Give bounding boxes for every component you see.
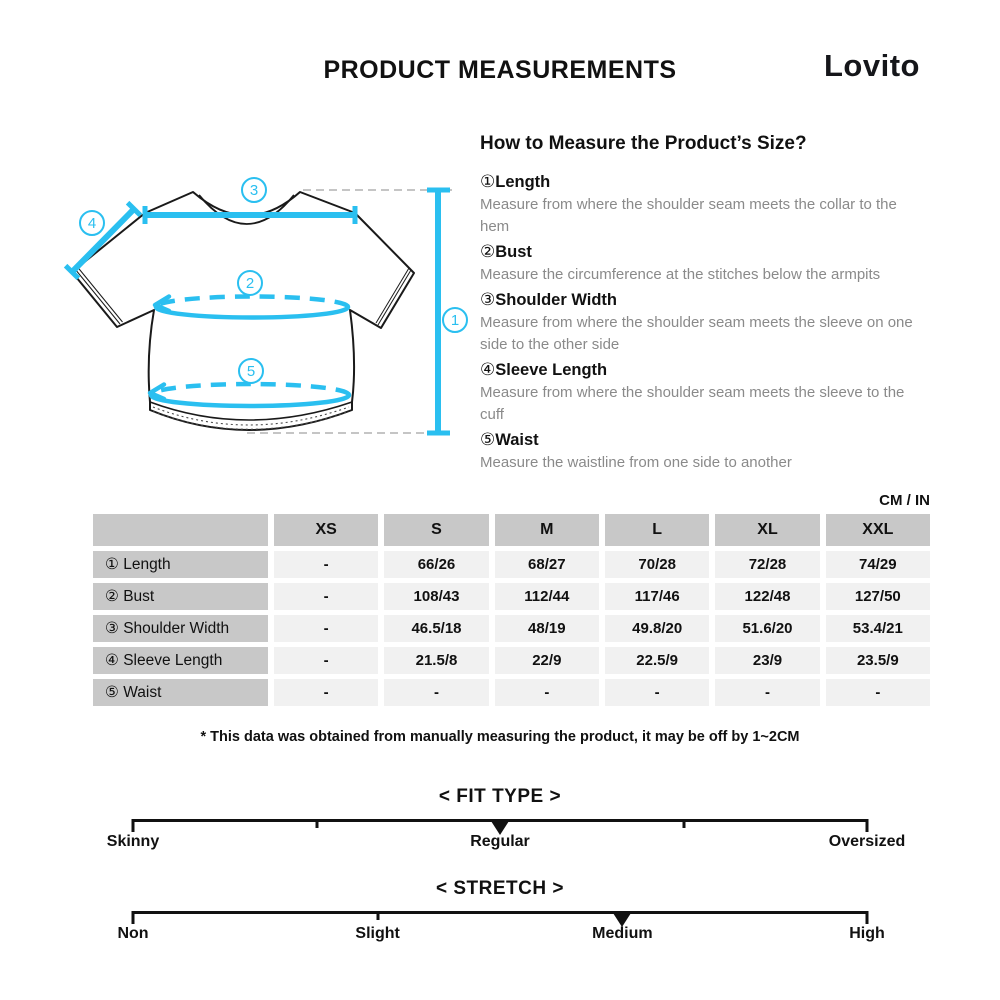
measure-item-title: ④Sleeve Length	[480, 360, 608, 379]
marker-4	[80, 211, 104, 235]
measure-item-waist	[480, 428, 935, 474]
scale-tick	[132, 911, 135, 924]
scale-tick	[866, 819, 869, 832]
table-value: -	[274, 615, 378, 642]
table-value: -	[826, 679, 930, 706]
svg-text:2: 2	[245, 275, 255, 292]
table-value: -	[274, 647, 378, 674]
page-title: PRODUCT MEASUREMENTS	[323, 56, 677, 84]
circled-number: ⑤	[480, 430, 496, 449]
stretch-scale	[0, 878, 1000, 945]
table-value: 112/44	[495, 583, 599, 610]
circled-number: ④	[480, 360, 496, 379]
row-label-bust: ② Bust	[93, 583, 268, 610]
row-label-shoulder-width: ③ Shoulder Width	[93, 615, 268, 642]
measure-item-bust	[480, 240, 935, 286]
table-value: 74/29	[826, 551, 930, 578]
how-to-measure-section	[480, 133, 935, 476]
scale-label-medium: Medium	[592, 925, 653, 942]
circled-number: ①	[480, 172, 496, 191]
table-value: 46.5/18	[384, 615, 488, 642]
row-label-waist: ⑤ Waist	[93, 679, 268, 706]
tshirt-diagram-svg	[60, 130, 480, 470]
svg-text:4: 4	[87, 215, 97, 232]
column-header-m: M	[495, 514, 599, 546]
measure-item-length	[480, 170, 935, 238]
brand-logo: Lovito	[824, 48, 920, 83]
fit-type-track	[133, 819, 867, 822]
table-value: 22.5/9	[605, 647, 709, 674]
table-value: 117/46	[605, 583, 709, 610]
measure-item-title: ①Length	[480, 172, 551, 191]
marker-2	[238, 271, 262, 295]
measure-item-desc: Measure from where the shoulder seam meets the sleeve to the cuff	[480, 384, 905, 423]
row-label-sleeve-length: ④ Sleeve Length	[93, 647, 268, 674]
marker-5	[239, 359, 263, 383]
column-header-l: L	[605, 514, 709, 546]
table-value: -	[495, 679, 599, 706]
scale-label-non: Non	[117, 925, 149, 942]
scale-label-regular: Regular	[470, 833, 530, 850]
table-value: 21.5/8	[384, 647, 488, 674]
measure-item-sleeve-length	[480, 358, 935, 426]
tshirt-measurement-diagram	[60, 130, 480, 470]
table-value: -	[605, 679, 709, 706]
marker-3	[242, 178, 266, 202]
unit-label: CM / IN	[879, 492, 930, 509]
measure-item-title: ⑤Waist	[480, 430, 539, 449]
tshirt-outline	[72, 192, 414, 430]
measure-item-desc: Measure from where the shoulder seam meets the collar to the hem	[480, 196, 897, 235]
scale-label-oversized: Oversized	[828, 833, 906, 850]
table-value: -	[274, 551, 378, 578]
column-header-xs: XS	[274, 514, 378, 546]
measure-item-desc: Measure from where the shoulder seam meets the sleeve on one side to the other side	[480, 314, 913, 353]
measure-item-title: ③Shoulder Width	[480, 290, 618, 309]
fit-type-title: < FIT TYPE >	[438, 786, 562, 807]
scale-label-skinny: Skinny	[106, 833, 160, 850]
table-value: 49.8/20	[605, 615, 709, 642]
table-value: 108/43	[384, 583, 488, 610]
table-value: -	[384, 679, 488, 706]
table-value: 23.5/9	[826, 647, 930, 674]
measurement-disclaimer: * This data was obtained from manually measuring the product, it may be off by 1~2CM	[200, 729, 800, 745]
table-corner-cell	[93, 514, 268, 546]
circled-number: ②	[480, 242, 496, 261]
scale-label-high: High	[849, 925, 885, 942]
table-value: 51.6/20	[715, 615, 819, 642]
column-header-xxl: XXL	[826, 514, 930, 546]
svg-text:1: 1	[450, 312, 460, 329]
table-value: 68/27	[495, 551, 599, 578]
measure-item-title: ②Bust	[480, 242, 532, 261]
table-value: 48/19	[495, 615, 599, 642]
fit-type-labels	[106, 833, 906, 853]
table-value: -	[274, 679, 378, 706]
table-value: -	[715, 679, 819, 706]
scale-tick	[682, 819, 685, 828]
scale-tick	[866, 911, 869, 924]
svg-text:3: 3	[249, 182, 259, 199]
stretch-labels	[117, 925, 885, 945]
how-to-measure-title: How to Measure the Product’s Size?	[480, 133, 807, 154]
column-header-xl: XL	[715, 514, 819, 546]
scale-tick	[315, 819, 318, 828]
measure-item-desc: Measure the circumference at the stitches below the armpits	[480, 266, 881, 283]
table-value: 53.4/21	[826, 615, 930, 642]
measure-item-desc: Measure the waistline from one side to another	[480, 454, 792, 471]
svg-text:5: 5	[246, 363, 256, 380]
scale-tick	[132, 819, 135, 832]
table-value: 23/9	[715, 647, 819, 674]
row-label-length: ① Length	[93, 551, 268, 578]
scale-label-slight: Slight	[355, 925, 400, 942]
table-value: 127/50	[826, 583, 930, 610]
table-value: 122/48	[715, 583, 819, 610]
measure-item-shoulder-width	[480, 288, 935, 356]
table-value: 70/28	[605, 551, 709, 578]
table-value: 72/28	[715, 551, 819, 578]
table-value: 22/9	[495, 647, 599, 674]
table-value: -	[274, 583, 378, 610]
size-table	[93, 514, 930, 706]
column-header-s: S	[384, 514, 488, 546]
stretch-track	[133, 911, 867, 914]
fit-type-scale	[0, 786, 1000, 853]
stretch-title: < STRETCH >	[436, 878, 564, 899]
table-value: 66/26	[384, 551, 488, 578]
scale-tick	[376, 911, 379, 920]
marker-1	[443, 308, 467, 332]
circled-number: ③	[480, 290, 496, 309]
